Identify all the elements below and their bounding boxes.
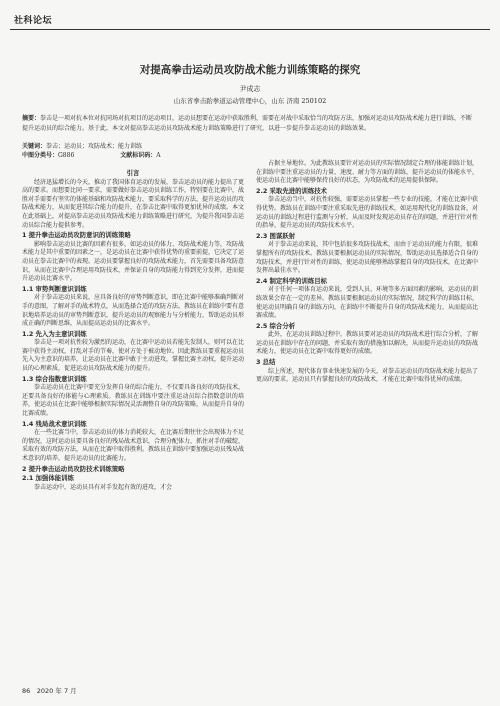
clc-label: 中图分类号： xyxy=(22,152,59,159)
section-label: 社科论坛 xyxy=(14,16,53,26)
section-heading: 引言 xyxy=(126,169,140,177)
body-paragraph: 对于任何一项体育运动来说，受到人员、环境等多方面因素的影响，运动员的训练效果会存在一定的差异。教练员要根据运动员的实际情况，制定科学的训练目标，使运动员明确自身的训练方向，在训练中不断提升自身的攻防战术能力，从而提高比赛成绩。 xyxy=(256,286,479,320)
section-heading: 3 总结 xyxy=(256,358,276,367)
section-heading: 1.2 先入为主意识训练 xyxy=(22,329,87,338)
abstract-text: 拳击是一项对抗本位对抗同场对抗项目的运动项目，运动员想要在运动中获取胜利，需要在对战中采取恰当的攻防方法，加强对运动员攻防战术能力进行训练，不断提升运动员的综合能力。基于此，本文对提高拳击运动员攻防战术能力训练策略进行了研究，以进一步提升拳击运动员的训练效果。 xyxy=(22,115,473,132)
classification xyxy=(22,150,478,159)
section-heading: 1.1 审势判断意识训练 xyxy=(22,284,87,293)
clc-value: G886 xyxy=(58,152,75,159)
body-paragraph: 占据主导地位。为此教练员要针对运动员的实际情况制定合理的体能训练计划，在训练中要注重运动员的力量、速度、耐力等方面的训练，提升运动员的体能水平，使运动员在比赛中能够保持良好的状态，为攻防战术的运用提供保障。 xyxy=(256,160,479,185)
section-heading: 2.2 采取先进的训练技术 xyxy=(256,186,328,195)
body-paragraph: 对于拳击运动来说，其中包括很多攻防技战术，而由于运动员的能力有限，很难掌握所有的攻防技术。教练员要根据运动员的实际情况，帮助运动员选择适合自身的攻防技术，并进行针对性的训练，使运动员能够熟练掌握自身的攻防技术，在比赛中发挥出最佳水平。 xyxy=(256,241,479,275)
page-header xyxy=(10,8,490,30)
section-heading: 2.3 图谋跃射 xyxy=(256,231,296,240)
section-heading: 2 提升拳击运动员攻防技术训练策略 xyxy=(22,464,125,473)
body-paragraph: 此外，在运动员训练过程中，教练员要对运动员的攻防战术进行综合分析，了解运动员在训练中存在的问题，并采取有效的措施加以解决，从而提升运动员的攻防战术能力，使运动员在比赛中取得更好的成绩。 xyxy=(256,331,479,356)
article-author: 尹成志 xyxy=(239,85,261,93)
keywords-label: 关键词： xyxy=(22,143,47,150)
article-affiliation: 山东省拳击跆拳道运动管理中心，山东 济南 250102 xyxy=(173,97,327,105)
keywords-text: 拳击；运动员；攻防战术；能力训练 xyxy=(46,143,143,150)
body-paragraph: 拳击运动员在比赛中要充分发挥自身的综合能力，不仅要具备良好的攻防技术，还要具备良好的体能与心理素质。教练员在训练中要注重运动员综合指数意识的培养，使运动员在比赛中能够根据实际情况灵活调整自身的攻防策略，从而提升自身的比赛成绩。 xyxy=(22,384,245,418)
body-paragraph: 经济迅猛增长的今天，推动了我国体育运动的发展，拳击运动员的能力提出了更高的要求。而想要比同一要求，需要做好拳击运动员训练工作，特别要在比赛中，战胜对手需要有坚实的体能基础和攻防战术能力，要采取科学的方法，提升运动员的攻防战术能力，从而促进其综合能力的提升，在拳击比赛中取得更加优异的成绩。本文在此基础上，对提高拳击运动员攻防战术能力训练策略进行研究，为提升我国拳击运动员综合能力提供参考。 xyxy=(22,178,245,229)
body-paragraph: 综上所述，现代体育事业快速发展的今天，对拳击运动员的攻防战术能力提出了更高的要求，运动员只有掌握良好的攻防战术，才能在比赛中取得优异的成绩。 xyxy=(256,367,479,384)
section-heading: 2.4 制定科学的训练目标 xyxy=(256,276,328,285)
body-paragraph: 拳击是一项对抗性较为激烈的运动，在比赛中运动员若能先发制人，则可以在比赛中获得主动权，打乱对手的节奏，使对方处于被动地位。因此教练员要重视运动员先入为主意识的培养，让运动员在比赛中敢于主动进攻，掌握比赛主动权，提升运动员的心理素质，促进运动员攻防战术能力的提升。 xyxy=(22,339,245,373)
abstract xyxy=(22,114,478,133)
keywords xyxy=(22,141,478,150)
right-column xyxy=(256,160,478,386)
doc-code-label: 文献标识码： xyxy=(120,152,157,159)
abstract-label: 摘要： xyxy=(22,115,41,122)
body-paragraph: 在一些比赛当中，拳击运动员的体力消耗较大，在比赛后期往往会出现体力不足的情况，这时运动员要具备良好的残局战术意识，合理分配体力，抓住对手的破绽，采取有效的攻防方法，从而在比赛中取得胜利。教练员在训练中要加强运动员残局战术意识的培养，提升运动员的比赛能力。 xyxy=(22,429,245,462)
section-heading: 2.5 综合分析 xyxy=(256,321,296,330)
section-heading: 2.1 加强体能训练 xyxy=(22,474,74,483)
section-heading: 1.4 残局战术意识训练 xyxy=(22,419,87,428)
body-paragraph: 拳击运动中，运动员具有对手发起有效的进攻，才会 xyxy=(34,483,173,491)
page-footer: 86 2020 年 7 月 xyxy=(22,687,77,695)
section-heading: 1.3 综合指数意识训练 xyxy=(22,374,87,383)
left-column xyxy=(22,168,244,493)
doc-code-value: A xyxy=(156,152,161,159)
body-paragraph: 影响拳击运动员比赛的因素有很多，如运动员的体力、攻防战术能力等，攻防战术能力是其中重要的因素之一，是运动员在比赛中获得优势的重要前提，它决定了运动员在拳击比赛中的表现。运动员要掌握良好的攻防战术能力，首先需要具备攻防意识，从而在比赛中合理运用攻防技术，并保证自身的攻防能力得到充分发挥，进而提升运动员比赛水平。 xyxy=(22,240,245,283)
body-paragraph: 拳击运动当中，对抗性较强，需要运动员掌握一些专业的技能，才能在比赛中获得优势。教练员在训练中要注重采取先进的训练技术，如运用现代化的训练设备，对运动员的训练过程进行监测与分析，从而及时发现运动员存在的问题，并进行针对性的指导，提升运动员的攻防技术水平。 xyxy=(256,196,479,230)
article-title: 对提高拳击运动员攻防战术能力训练策略的探究 xyxy=(139,64,361,76)
body-paragraph: 对于拳击运动员来说，应具备良好的审势判断意识，即在比赛中能够准确判断对手的意图，了解对手的战术特点，从而选择合适的攻防方法。教练员在训练中要有意识地培养运动员的审势判断意识，提升运动员的观察能力与分析能力，帮助运动员形成正确的判断思维，从而提高运动员的比赛水平。 xyxy=(22,294,245,328)
section-heading: 1 提升拳击运动员攻防意识的训练策略 xyxy=(22,231,131,240)
